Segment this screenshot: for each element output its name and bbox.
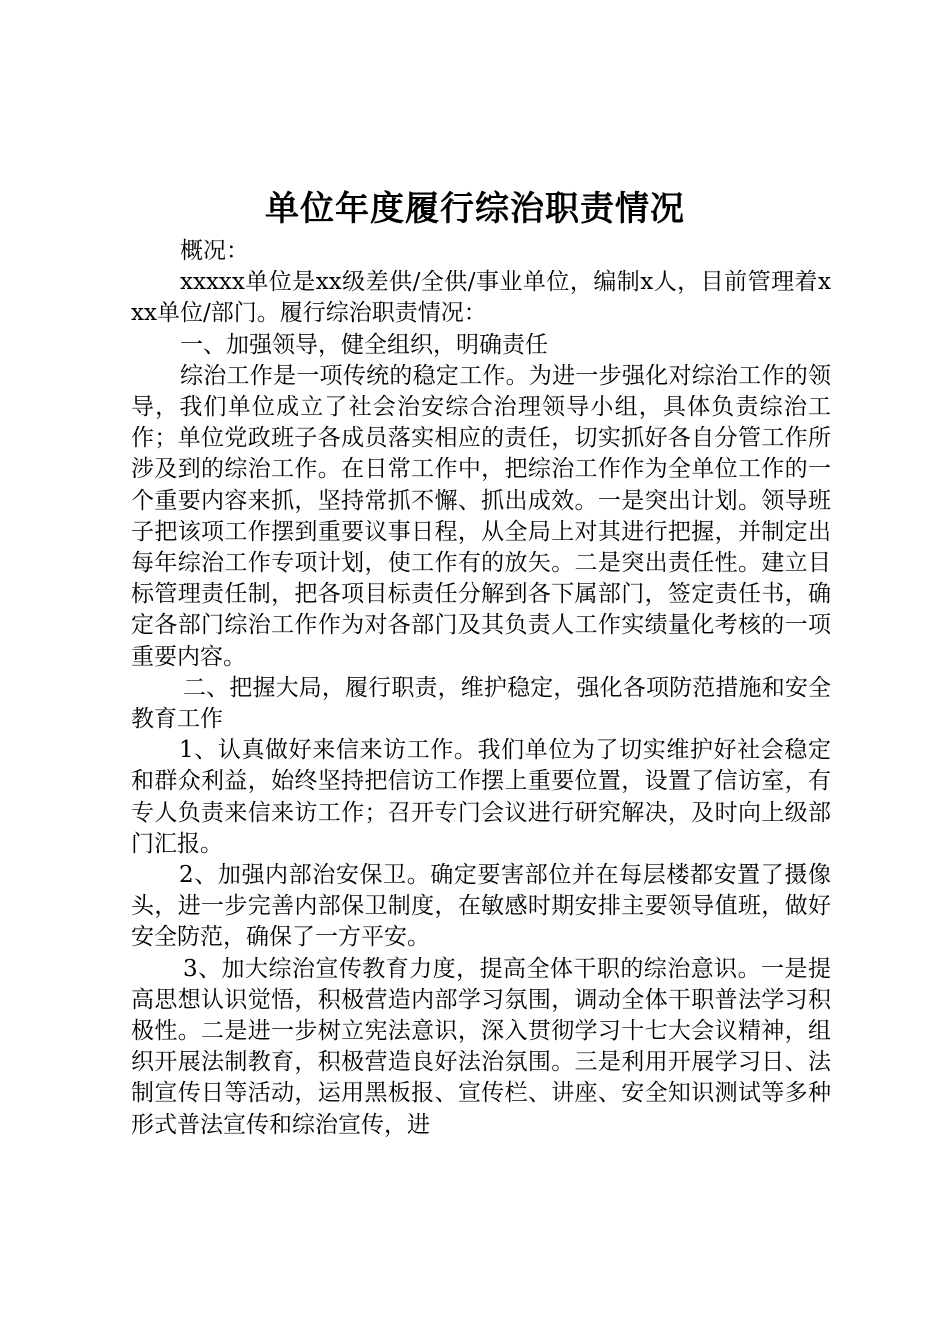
paragraph-item-2: 2、加强内部治安保卫。确定要害部位并在每层楼都安置了摄像头，进一步完善内部保卫制度，在敏感时期安排主要领导值班，做好安全防范，确保了一方平安。 — [131, 862, 831, 951]
heading-section-2: 二、把握大局，履行职责，维护稳定，强化各项防范措施和安全教育工作 — [131, 674, 831, 733]
paragraph-item-3: 3、加大综治宣传教育力度，提高全体干职的综治意识。一是提高思想认识觉悟，积极营造内部学习氛围，调动全体干职普法学习积极性。二是进一步树立宪法意识，深入贯彻学习十七大会议精神，组织开展法制教育，积极营造良好法治氛围。三是利用开展学习日、法制宣传日等活动，运用黑板报、宣传栏、讲座、安全知识测试等多种形式普法宣传和综治宣传，进 — [131, 955, 831, 1138]
document-title: 单位年度履行综治职责情况 — [265, 189, 685, 229]
document-body — [131, 236, 831, 1141]
paragraph-section-1: 综治工作是一项传统的稳定工作。为进一步强化对综治工作的领导，我们单位成立了社会治安综合治理领导小组，具体负责综治工作；单位党政班子各成员落实相应的责任，切实抓好各自分管工作所涉及到的综治工作。在日常工作中，把综治工作作为全单位工作的一个重要内容来抓，坚持常抓不懈、抓出成效。一是突出计划。领导班子把该项工作摆到重要议事日程，从全局上对其进行把握，并制定出每年综治工作专项计划，使工作有的放矢。二是突出责任性。建立目标管理责任制，把各项目标责任分解到各下属部门，签定责任书，确定各部门综治工作作为对各部门及其负责人工作实绩量化考核的一项重要内容。 — [131, 362, 831, 670]
heading-section-1: 一、加强领导，健全组织，明确责任 — [180, 331, 548, 358]
paragraph-overview: xxxxx单位是xx级差供/全供/事业单位，编制x人，目前管理着xxx单位/部门。履行综治职责情况： — [131, 269, 831, 327]
paragraph-overview-label: 概况： — [180, 238, 249, 264]
paragraph-item-1: 1、认真做好来信来访工作。我们单位为了切实维护好社会稳定和群众利益，始终坚持把信访工作摆上重要位置，设置了信访室，有专人负责来信来访工作；召开专门会议进行研究解决，及时向上级部门汇报。 — [131, 737, 831, 857]
